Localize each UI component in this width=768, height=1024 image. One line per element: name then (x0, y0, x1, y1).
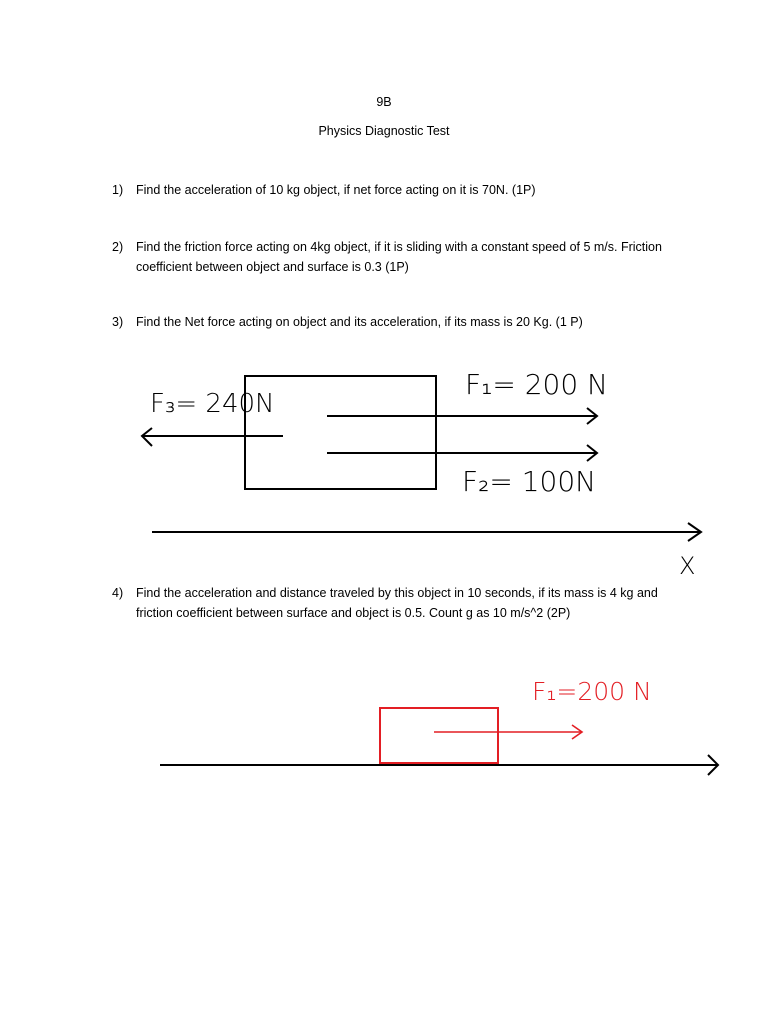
question-text-line-2: coefficient between object and surface is 0.3 (1P) (136, 260, 409, 274)
question-text: Find the acceleration of 10 kg object, if net force acting on it is 70N. (1P) (136, 183, 536, 197)
question-text-line-1: Find the friction force acting on 4kg object, if it is sliding with a constant speed of 5 m/s. Friction (136, 240, 662, 254)
question-text-line-2: friction coefficient between surface and object is 0.5. Count g as 10 m/s^2 (2P) (136, 606, 571, 620)
question-text: Find the Net force acting on object and its acceleration, if its mass is 20 Kg. (1 P) (136, 315, 583, 329)
question-text-line-1: Find the acceleration and distance traveled by this object in 10 seconds, if its mass is 4 kg and (136, 586, 658, 600)
force-f1-label-red: F₁=200 N (532, 677, 652, 706)
x-axis-label: X (679, 552, 696, 580)
page-title: Physics Diagnostic Test (318, 124, 450, 138)
object-box-red (380, 708, 498, 763)
force-f1-label: F₁= 200 N (465, 368, 608, 401)
force-f2-label: F₂= 100N (462, 465, 597, 498)
question-number: 4) (112, 586, 124, 600)
class-label: 9B (376, 95, 392, 109)
question-number: 1) (112, 183, 124, 197)
force-f3-label: F₃= 240N (150, 389, 275, 419)
question-number: 2) (112, 240, 124, 254)
question-4 (112, 583, 692, 623)
question-number: 3) (112, 315, 124, 329)
